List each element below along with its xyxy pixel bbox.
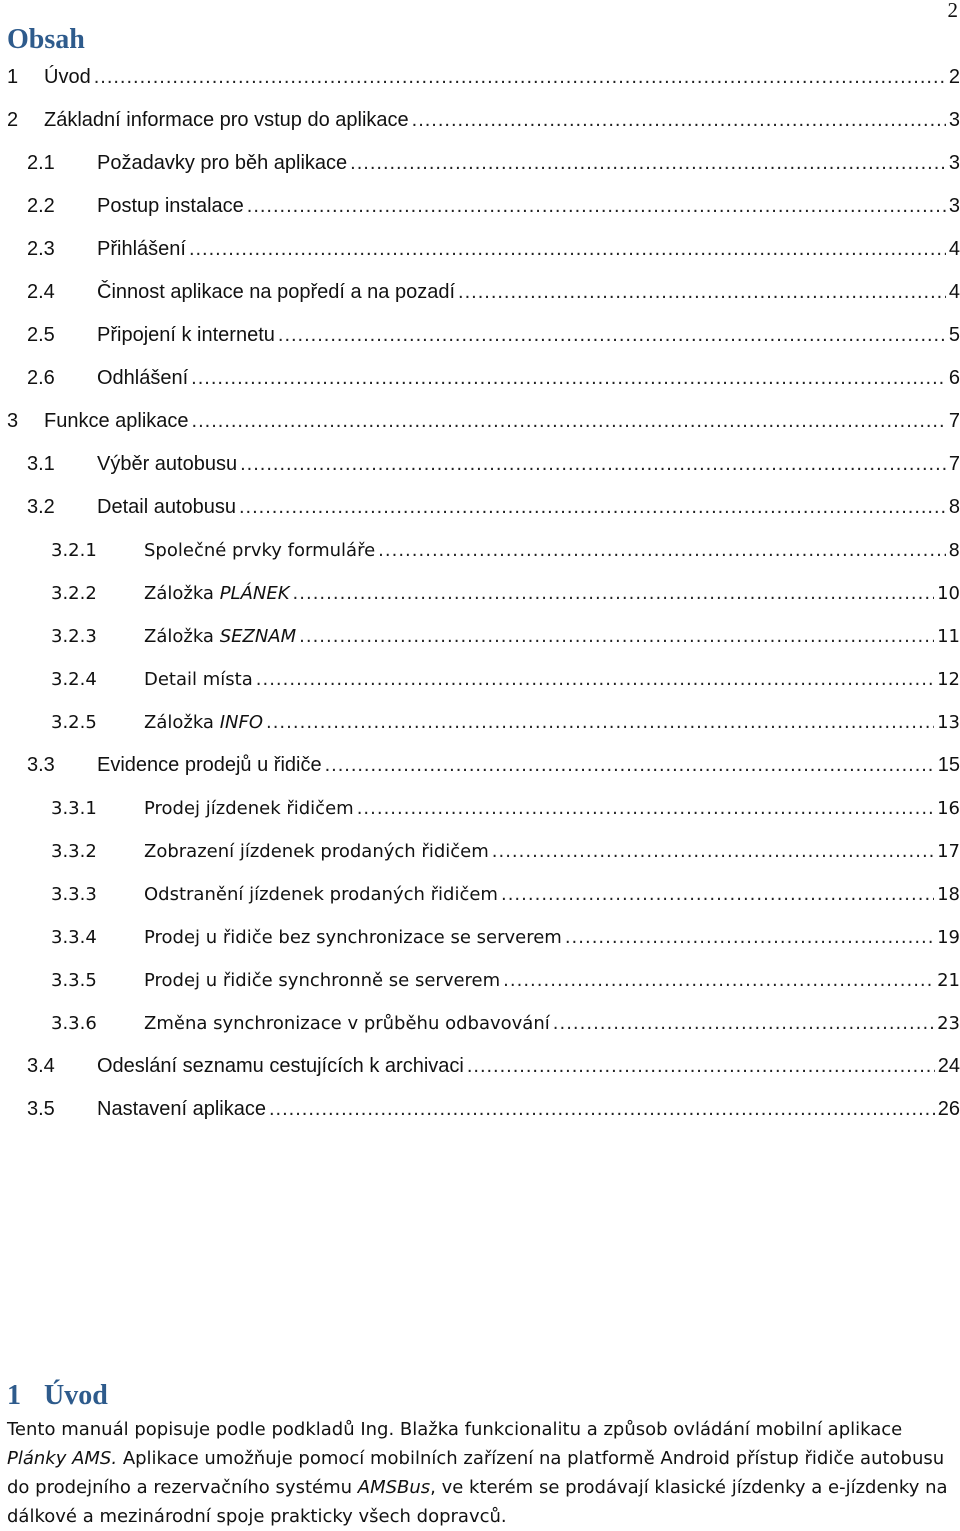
toc-entry-page: 8 [948, 496, 960, 518]
toc-entry-page: 3 [948, 152, 960, 174]
toc-entry-number: 3.2.4 [51, 669, 97, 690]
toc-dot-leader [266, 701, 934, 744]
toc-entry-title [97, 744, 322, 787]
toc-entry[interactable] [0, 916, 960, 959]
toc-entry-page: 18 [937, 884, 960, 905]
toc-entry[interactable] [0, 443, 960, 486]
toc-dot-leader [240, 443, 946, 486]
toc-dot-leader [492, 830, 934, 873]
toc-entry-title-text: Postup instalace [97, 195, 244, 217]
toc-entry-title-text: Zobrazení jízdenek prodaných řidičem [144, 841, 489, 862]
toc-entry-title [144, 701, 263, 744]
toc-entry-number: 3.2.1 [51, 540, 97, 561]
toc-entry-title-text: Základní informace pro vstup do aplikace [44, 109, 409, 131]
toc-entry-title-italic: INFO [219, 712, 263, 733]
toc-entry-title [97, 314, 275, 357]
toc-entry-number: 1 [7, 66, 19, 88]
toc-entry-title-text: Činnost aplikace na popředí a na pozadí [97, 281, 456, 303]
toc-entry-title-text: Výběr autobusu [97, 453, 238, 475]
toc-entry[interactable] [0, 615, 960, 658]
toc-entry-page: 6 [948, 367, 960, 389]
toc-entry-title [144, 658, 253, 701]
toc-entry[interactable] [0, 701, 960, 744]
toc-dot-leader [467, 1045, 935, 1088]
toc-entry-number: 3.3 [27, 754, 55, 776]
toc-entry-title-text: Odeslání seznamu cestujících k archivaci [97, 1055, 464, 1077]
toc-entry[interactable] [0, 787, 960, 830]
paragraph-text-3: , ve kterém se prodávají klasické jízdenky a e-jízdenky na dálkové a mezinárodní spoje prakticky všech dopravců. [7, 1477, 948, 1527]
table-of-contents [0, 56, 960, 1131]
toc-dot-leader [239, 486, 946, 529]
toc-entry-number: 3.2 [27, 496, 55, 518]
toc-entry[interactable] [0, 1002, 960, 1045]
toc-dot-leader [357, 787, 934, 830]
app-name: Plánky AMS. [7, 1448, 118, 1469]
toc-entry-title-text: Záložka [144, 712, 220, 733]
toc-entry-page: 4 [948, 238, 960, 260]
toc-entry[interactable] [0, 959, 960, 1002]
toc-entry-title-text: Záložka [144, 583, 220, 604]
toc-dot-leader [501, 873, 934, 916]
toc-dot-leader [278, 314, 946, 357]
toc-entry-title [97, 185, 244, 228]
toc-entry-page: 26 [937, 1098, 960, 1120]
toc-entry-page: 16 [937, 798, 960, 819]
toc-entry[interactable] [0, 658, 960, 701]
toc-entry-title [144, 787, 354, 830]
toc-dot-leader [293, 572, 935, 615]
toc-entry-title-text: Detail místa [144, 669, 253, 690]
toc-entry-number: 3.3.6 [51, 1013, 97, 1034]
toc-entry-title-text: Odhlášení [97, 367, 189, 389]
toc-entry-title [97, 1045, 464, 1088]
toc-entry-page: 7 [948, 453, 960, 475]
toc-entry-title [97, 142, 347, 185]
toc-entry-title-text: Odstranění jízdenek prodaných řidičem [144, 884, 498, 905]
toc-dot-leader [503, 959, 934, 1002]
toc-title: Obsah [7, 24, 85, 55]
toc-dot-leader [412, 99, 946, 142]
toc-entry[interactable] [0, 830, 960, 873]
page-number: 2 [947, 0, 958, 22]
toc-entry-title-text: Prodej u řidiče bez synchronizace se serverem [144, 927, 562, 948]
toc-entry-title [144, 830, 489, 873]
toc-entry-page: 5 [948, 324, 960, 346]
toc-entry-title [144, 959, 500, 1002]
intro-paragraph [7, 1415, 957, 1531]
toc-entry-title [144, 529, 375, 572]
toc-entry-number: 3.2.5 [51, 712, 97, 733]
section-heading [7, 1378, 108, 1414]
toc-entry[interactable] [0, 142, 960, 185]
paragraph-text-2: Aplikace umožňuje pomocí mobilních zařízení na platformě Android přístup řidiče autobusu do prodejního a rezervačního systému [7, 1448, 945, 1498]
toc-entry-page: 21 [937, 970, 960, 991]
toc-entry-page: 19 [937, 927, 960, 948]
toc-entry-page: 17 [937, 841, 960, 862]
toc-entry-title [97, 357, 188, 400]
toc-entry-page: 10 [937, 583, 960, 604]
toc-entry-title [97, 443, 237, 486]
toc-entry-title-text: Společné prvky formuláře [144, 540, 376, 561]
toc-entry-page: 8 [948, 540, 960, 561]
toc-dot-leader [553, 1002, 934, 1045]
toc-entry-title-text: Prodej u řidiče synchronně se serverem [144, 970, 501, 991]
toc-entry-number: 3.2.3 [51, 626, 97, 647]
toc-entry-title-italic: PLÁNEK [219, 583, 290, 604]
toc-entry[interactable] [0, 314, 960, 357]
toc-entry-title-text: Evidence prodejů u řidiče [97, 754, 322, 776]
toc-dot-leader [247, 185, 946, 228]
toc-entry-number: 3 [7, 410, 19, 432]
toc-entry-number: 2.6 [27, 367, 55, 389]
toc-entry[interactable] [0, 357, 960, 400]
toc-entry-number: 3.3.2 [51, 841, 97, 862]
toc-entry-number: 3.3.1 [51, 798, 97, 819]
toc-entry-title-text: Připojení k internetu [97, 324, 275, 346]
toc-entry-title-text: Záložka [144, 626, 220, 647]
toc-entry-page: 23 [937, 1013, 960, 1034]
toc-entry-number: 3.3.4 [51, 927, 97, 948]
toc-entry-number: 2.4 [27, 281, 55, 303]
toc-entry-page: 2 [948, 66, 960, 88]
toc-entry[interactable] [0, 1045, 960, 1088]
toc-entry-title-text: Změna synchronizace v průběhu odbavování [144, 1013, 550, 1034]
toc-entry-number: 3.2.2 [51, 583, 97, 604]
toc-dot-leader [191, 357, 946, 400]
toc-entry-number: 2.3 [27, 238, 55, 260]
toc-entry-number: 2 [7, 109, 19, 131]
toc-entry-page: 3 [948, 109, 960, 131]
toc-entry-title [97, 486, 236, 529]
toc-entry[interactable] [0, 486, 960, 529]
toc-entry-title-text: Požadavky pro běh aplikace [97, 152, 348, 174]
toc-entry-title [144, 1002, 550, 1045]
toc-dot-leader [192, 400, 946, 443]
toc-entry-title [144, 572, 290, 615]
toc-entry-page: 15 [937, 754, 960, 776]
toc-entry[interactable] [0, 400, 960, 443]
toc-entry-number: 3.3.3 [51, 884, 97, 905]
toc-entry-title [44, 99, 409, 142]
toc-entry-title [144, 873, 498, 916]
toc-entry-page: 12 [937, 669, 960, 690]
section-title: Úvod [44, 1380, 108, 1411]
toc-entry[interactable] [0, 185, 960, 228]
toc-dot-leader [350, 142, 946, 185]
toc-entry-page: 3 [948, 195, 960, 217]
toc-entry[interactable] [0, 873, 960, 916]
paragraph-text-1: Tento manuál popisuje podle podkladů Ing. Blažka funkcionalitu a způsob ovládání mobilní aplikace [7, 1419, 903, 1440]
system-name: AMSBus [357, 1477, 431, 1498]
toc-entry[interactable] [0, 99, 960, 142]
toc-entry-title [44, 56, 91, 99]
toc-dot-leader [189, 228, 946, 271]
toc-entry-title-italic: SEZNAM [219, 626, 297, 647]
toc-entry-page: 24 [937, 1055, 960, 1077]
toc-dot-leader [94, 56, 946, 99]
toc-entry[interactable] [0, 228, 960, 271]
toc-dot-leader [565, 916, 934, 959]
toc-entry-number: 2.5 [27, 324, 55, 346]
toc-dot-leader [325, 744, 935, 787]
toc-entry[interactable] [0, 744, 960, 787]
toc-entry[interactable] [0, 56, 960, 99]
toc-entry-number: 3.4 [27, 1055, 55, 1077]
toc-entry-title-text: Prodej jízdenek řidičem [144, 798, 354, 819]
toc-entry-title [97, 228, 186, 271]
toc-dot-leader [458, 271, 946, 314]
toc-entry[interactable] [0, 271, 960, 314]
toc-entry-title-text: Funkce aplikace [44, 410, 189, 432]
toc-entry[interactable] [0, 529, 960, 572]
toc-entry[interactable] [0, 572, 960, 615]
toc-entry-number: 3.1 [27, 453, 55, 475]
toc-entry-page: 11 [937, 626, 960, 647]
toc-entry-title [44, 400, 189, 443]
toc-entry-title-text: Úvod [44, 66, 91, 88]
toc-entry-title [97, 1088, 266, 1131]
toc-entry-page: 4 [948, 281, 960, 303]
toc-entry-title [144, 916, 562, 959]
toc-dot-leader [269, 1088, 935, 1131]
toc-entry-number: 3.5 [27, 1098, 55, 1120]
toc-dot-leader [256, 658, 934, 701]
toc-entry-title-text: Přihlášení [97, 238, 186, 260]
toc-entry-page: 7 [948, 410, 960, 432]
toc-dot-leader [378, 529, 945, 572]
toc-entry-number: 2.1 [27, 152, 55, 174]
toc-entry-title [144, 615, 296, 658]
toc-entry-number: 2.2 [27, 195, 55, 217]
section-number: 1 [7, 1380, 21, 1411]
toc-entry-number: 3.3.5 [51, 970, 97, 991]
toc-entry-title-text: Detail autobusu [97, 496, 236, 518]
toc-entry-title [97, 271, 455, 314]
toc-dot-leader [299, 615, 934, 658]
toc-entry-page: 13 [937, 712, 960, 733]
toc-entry-title-text: Nastavení aplikace [97, 1098, 266, 1120]
toc-entry[interactable] [0, 1088, 960, 1131]
